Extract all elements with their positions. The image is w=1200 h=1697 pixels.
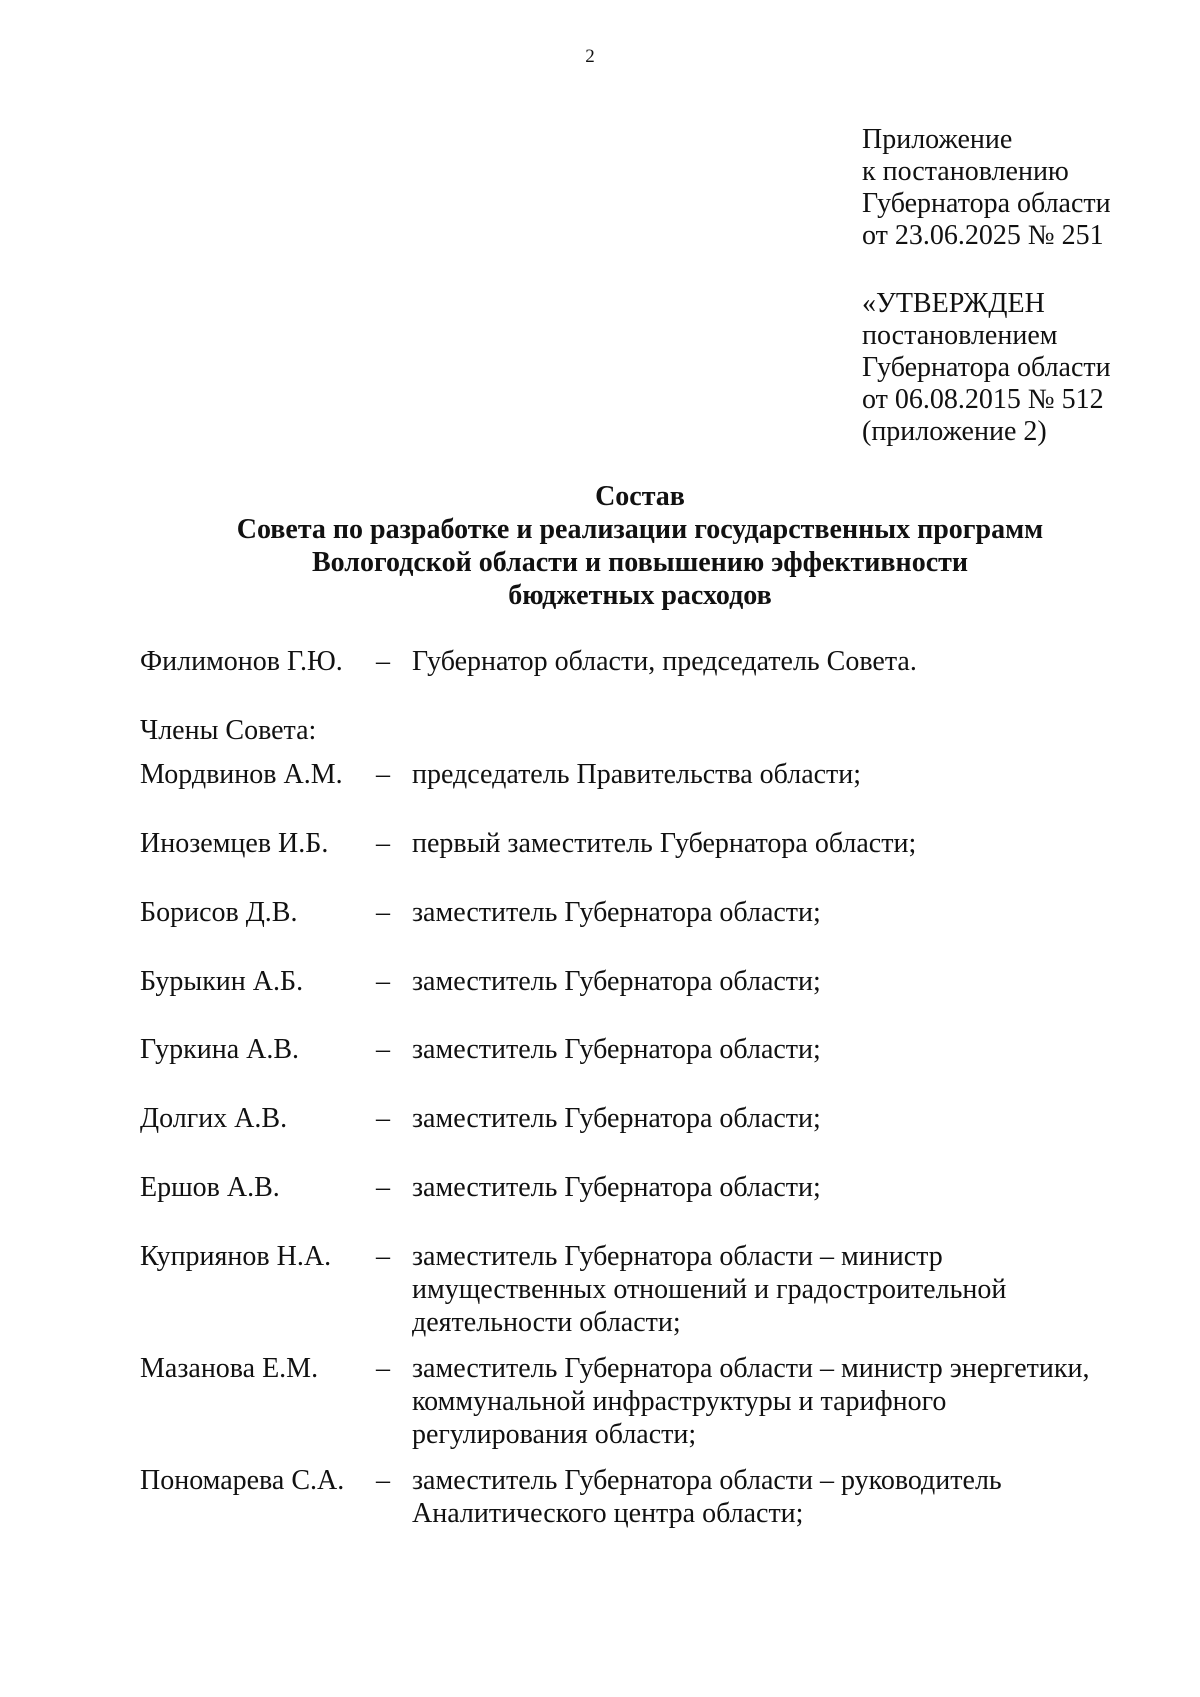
approved-line: постановлением [862, 320, 1058, 351]
role-line: заместитель Губернатора области; [412, 897, 821, 928]
dash-separator: – [376, 1103, 390, 1134]
role-line: деятельности области; [412, 1307, 681, 1338]
dash-separator: – [376, 1172, 390, 1203]
dash-separator: – [376, 828, 390, 859]
person-role [412, 965, 1132, 998]
role-line: заместитель Губернатора области; [412, 966, 821, 997]
role-line: председатель Правительства области; [412, 759, 862, 790]
person-name: Пономарева С.А. [140, 1465, 345, 1496]
appendix-line: к постановлению [862, 156, 1069, 187]
role-line: Аналитического центра области; [412, 1498, 804, 1529]
person-name: Куприянов Н.А. [140, 1241, 332, 1272]
person-role [412, 1352, 1132, 1451]
appendix-line: Губернатора области [862, 188, 1111, 219]
person-role [412, 1171, 1132, 1204]
role-line: заместитель Губернатора области; [412, 1103, 821, 1134]
role-line: заместитель Губернатора области – министр энергетики, [412, 1353, 1090, 1384]
title-line: Совета по разработке и реализации государственных программ [236, 514, 1044, 545]
dash-separator: – [376, 646, 390, 677]
approved-line: (приложение 2) [862, 416, 1047, 447]
appendix-reference [862, 124, 1111, 252]
person-name: Долгих А.В. [140, 1103, 288, 1134]
person-role [412, 645, 1132, 678]
person-role [412, 1240, 1132, 1339]
person-name: Бурыкин А.Б. [140, 966, 304, 997]
dash-separator: – [376, 966, 390, 997]
role-line: первый заместитель Губернатора области; [412, 828, 917, 859]
title-line: Вологодской области и повышению эффективности [311, 547, 969, 578]
members-label: Члены Совета: [140, 715, 317, 746]
person-name: Гуркина А.В. [140, 1034, 300, 1065]
role-line: заместитель Губернатора области; [412, 1172, 821, 1203]
role-line: регулирования области; [412, 1419, 697, 1450]
person-name: Мазанова Е.М. [140, 1353, 319, 1384]
role-line: заместитель Губернатора области; [412, 1034, 821, 1065]
role-line: заместитель Губернатора области – руководитель [412, 1465, 1002, 1496]
document-title [0, 480, 1200, 612]
role-line: заместитель Губернатора области – министр [412, 1241, 943, 1272]
person-name: Мордвинов А.М. [140, 759, 343, 790]
person-role [412, 758, 1132, 791]
person-role [412, 1464, 1132, 1530]
role-line: Губернатор области, председатель Совета. [412, 646, 917, 677]
person-role [412, 827, 1132, 860]
approved-line: от 06.08.2015 № 512 [862, 384, 1104, 415]
appendix-line: от 23.06.2025 № 251 [862, 220, 1104, 251]
dash-separator: – [376, 1465, 390, 1496]
person-name: Ершов А.В. [140, 1172, 280, 1203]
approved-line: «УТВЕРЖДЕН [862, 288, 1045, 319]
page-number: 2 [585, 46, 595, 67]
role-line: коммунальной инфраструктуры и тарифного [412, 1386, 947, 1417]
approved-line: Губернатора области [862, 352, 1111, 383]
person-role [412, 896, 1132, 929]
approved-stamp-text [862, 288, 1111, 448]
person-name: Иноземцев И.Б. [140, 828, 329, 859]
person-role [412, 1033, 1132, 1066]
person-role [412, 1102, 1132, 1135]
title-line: Состав [595, 481, 685, 512]
role-line: имущественных отношений и градостроительной [412, 1274, 1007, 1305]
person-name: Филимонов Г.Ю. [140, 646, 343, 677]
dash-separator: – [376, 897, 390, 928]
dash-separator: – [376, 759, 390, 790]
person-name: Борисов Д.В. [140, 897, 298, 928]
title-line: бюджетных расходов [508, 580, 772, 611]
dash-separator: – [376, 1241, 390, 1272]
dash-separator: – [376, 1353, 390, 1384]
dash-separator: – [376, 1034, 390, 1065]
appendix-line: Приложение [862, 124, 1013, 155]
